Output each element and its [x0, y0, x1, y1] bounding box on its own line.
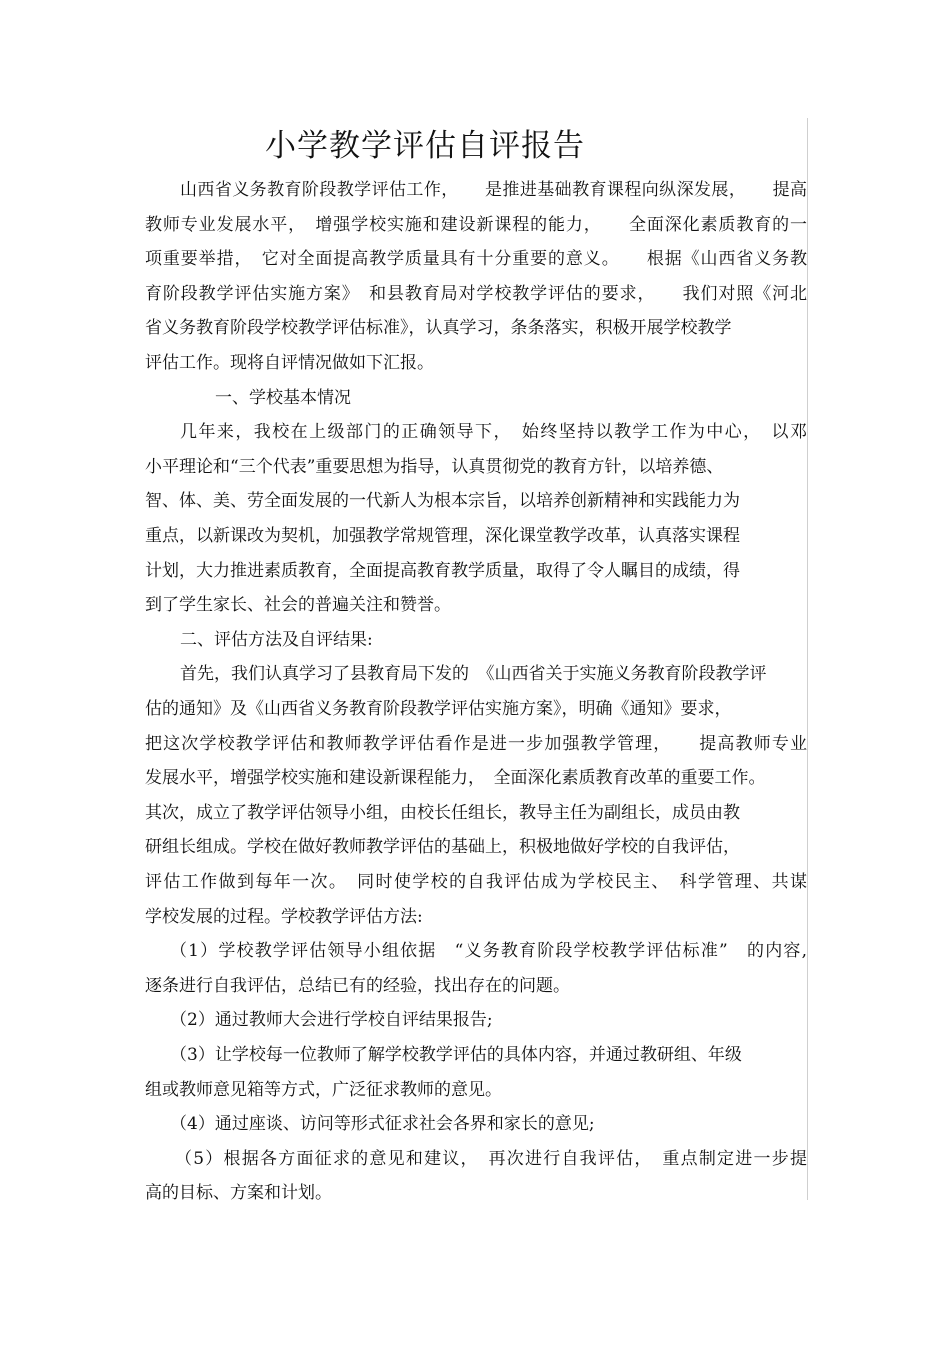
document-title: 小学教学评估自评报告	[265, 128, 585, 164]
text-line: 其次，成立了教学评估领导小组，由校长任组长，教导主任为副组长，成员由教	[145, 802, 740, 823]
text-line: 组或教师意见箱等方式，广泛征求教师的意见。	[145, 1079, 502, 1100]
text-line: （4）通过座谈、访问等形式征求社会各界和家长的意见;	[170, 1114, 595, 1135]
text-line: 智、体、美、劳全面发展的一代新人为根本宗旨，以培养创新精神和实践能力为	[145, 491, 740, 512]
text-line: 几年来，我校在上级部门的正确领导下， 始终坚持以教学工作为中心， 以邓	[180, 422, 807, 443]
text-line: 学校发展的过程。学校教学评估方法:	[145, 906, 423, 927]
text-line: 评估工作做到每年一次。 同时使学校的自我评估成为学校民主、 科学管理、共谋	[145, 872, 807, 892]
text-line: 研组长组成。学校在做好教师教学评估的基础上，积极地做好学校的自我评估，	[145, 837, 740, 858]
text-line: 高的目标、方案和计划。	[145, 1183, 332, 1204]
text-line: （5）根据各方面征求的意见和建议， 再次进行自我评估， 重点制定进一步提	[175, 1148, 807, 1169]
text-line: （3）让学校每一位教师了解学校教学评估的具体内容，并通过教研组、年级	[170, 1045, 742, 1065]
text-line: 到了学生家长、社会的普遍关注和赞誉。	[145, 595, 451, 616]
text-line: 逐条进行自我评估，总结已有的经验，找出存在的问题。	[145, 975, 570, 996]
text-line: 发展水平，增强学校实施和建设新课程能力， 全面深化素质教育改革的重要工作。	[145, 768, 766, 789]
text-line: 评估工作。现将自评情况做如下汇报。	[145, 353, 434, 373]
text-line: 小平理论和“三个代表”重要思想为指导，认真贯彻党的教育方针，以培养德、	[145, 456, 724, 477]
text-line: 首先，我们认真学习了县教育局下发的 《山西省关于实施义务教育阶段教学评	[180, 664, 767, 685]
text-line: 估的通知》及《山西省义务教育阶段教学评估实施方案》，明确《通知》要求，	[145, 699, 732, 719]
text-line: 省义务教育阶段学校教学评估标准》，认真学习，条条落实，积极开展学校教学	[145, 318, 732, 339]
text-line: 计划，大力推进素质教育，全面提高教育教学质量，取得了令人瞩目的成绩，得	[145, 560, 740, 581]
text-line: 把这次学校教学评估和教师教学评估看作是进一步加强教学管理， 提高教师专业	[145, 733, 807, 754]
text-line: 二、评估方法及自评结果:	[180, 629, 373, 650]
text-line: 山西省义务教育阶段教学评估工作， 是推进基础教育课程向纵深发展， 提高	[180, 180, 807, 200]
text-line: （1）学校教学评估领导小组依据 “义务教育阶段学校教学评估标准” 的内容,	[170, 941, 807, 962]
text-line: （2）通过教师大会进行学校自评结果报告;	[170, 1010, 493, 1031]
text-line: 一、学校基本情况	[215, 387, 351, 408]
text-line: 项重要举措， 它对全面提高教学质量具有十分重要的意义。 根据《山西省义务教	[145, 249, 807, 270]
page-edge-rule	[807, 118, 808, 1200]
text-line: 教师专业发展水平， 增强学校实施和建设新课程的能力， 全面深化素质教育的一	[145, 214, 807, 235]
text-line: 育阶段教学评估实施方案》 和县教育局对学校教学评估的要求， 我们对照《河北	[145, 283, 807, 304]
text-line: 重点，以新课改为契机，加强教学常规管理，深化课堂教学改革，认真落实课程	[145, 526, 740, 546]
